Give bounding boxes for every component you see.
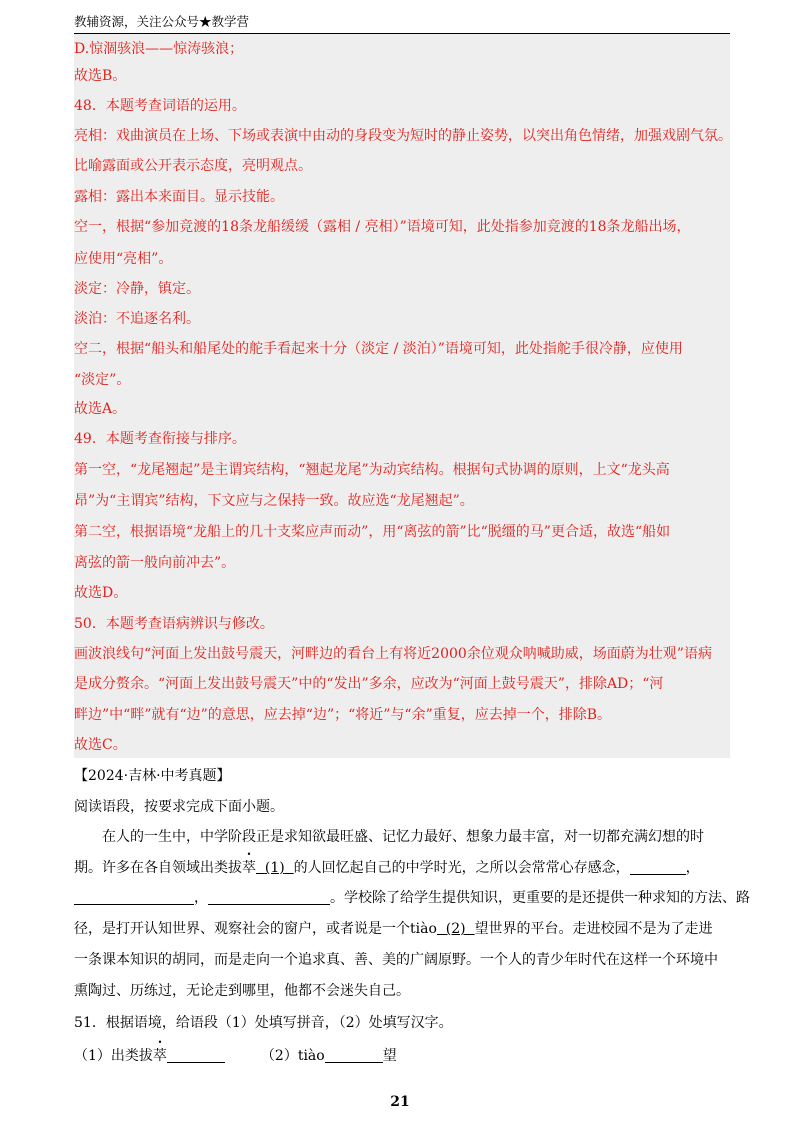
answer-line: 49．本题考查衔接与排序。 — [74, 431, 246, 447]
passage-line: 在人的一生中，中学阶段正是求知欲最旺盛、记忆力最好、想象力最丰富，对一切都充满幻想的时 — [102, 829, 704, 845]
passage-line: 熏陶过、历练过，无论走到哪里，他都不会迷失自己。 — [74, 983, 410, 999]
answer-blank[interactable] — [74, 888, 194, 905]
blank-1: (1) — [264, 860, 285, 876]
passage-text: 径，是打开认知世界、观察社会的窗户，或者说是一个tiào — [74, 921, 437, 937]
passage-line — [74, 918, 730, 940]
question-51: 51．根据语境，给语段（1）处填写拼音，（2）处填写汉字。 — [74, 1015, 453, 1031]
answer-line: 昂”为“主谓宾”结构，下文应与之保持一致。故应选“龙尾翘起”。 — [74, 493, 474, 509]
passage-text: 的人回忆起自己的中学时光，之所以会常常心存感念， — [293, 860, 630, 876]
answer-line: 淡定：冷静，镇定。 — [74, 281, 200, 297]
passage-text: 望世界的平台。走进校园不是为了走进 — [474, 921, 713, 937]
answer-blank-1[interactable] — [167, 1046, 225, 1063]
exam-source-tag: 【2024·吉林·中考真题】 — [74, 768, 231, 784]
question-51-answers: （1）出类拔萃 （2）tiào 望 — [74, 1048, 397, 1064]
answer-line: 画波浪线句“河面上发出鼓号震天，河畔边的看台上有将近2000余位观众呐喊助威，场面蔚为壮观”语病 — [74, 646, 712, 662]
answer-line: 离弦的箭一般向前冲去”。 — [74, 555, 236, 571]
answer-line: D.惊涸骇浪——惊涛骇浪； — [74, 41, 244, 57]
answer-blank[interactable] — [208, 888, 330, 905]
answer-line: 露相：露出本来面目。显示技能。 — [74, 189, 284, 205]
passage-text: 期。许多在各自领域出类拔 — [74, 860, 242, 876]
reading-instruction: 阅读语段，按要求完成下面小题。 — [74, 799, 284, 815]
answer-line: 空一，根据“参加竞渡的18条龙船缓缓（露相 / 亮相）”语境可知，此处指参加竞渡的18条龙船出场， — [74, 219, 691, 235]
answer-line: 故选C。 — [74, 737, 127, 753]
answer-blank[interactable] — [630, 858, 686, 875]
page-header: 教辅资源，关注公众号★教学营 — [74, 12, 730, 34]
answer-line: 第一空，“龙尾翘起”是主谓宾结构，“翘起龙尾”为动宾结构。根据句式协调的原则，上文“龙头高 — [74, 462, 670, 478]
passage-line: 一条课本知识的胡同，而是走向一个追求真、善、美的广阔原野。一个人的青少年时代在这样一个环境中 — [74, 952, 718, 968]
passage-text: 。学校除了给学生提供知识，更重要的是还提供一种求知的方法、路 — [330, 890, 750, 906]
blank-2: (2) — [445, 921, 466, 937]
answer-line: 是成分赘余。“河面上发出鼓号震天”中的“发出”多余，应改为“河面上鼓号震天”，排除AD；“河 — [74, 676, 664, 692]
answer-line: 空二，根据“船头和船尾处的舵手看起来十分（淡定 / 淡泊）”语境可知，此处指舵手很冷静，应使用 — [74, 341, 683, 357]
passage-line: ， 。学校除了给学生提供知识，更重要的是还提供一种求知的方法、路 — [74, 887, 730, 909]
answer-line: 第二空，根据语境“龙船上的几十支桨应声而动”，用“离弦的箭”比“脱缰的马”更合适，故选“船如 — [74, 524, 671, 540]
answer-line: 故选D。 — [74, 585, 128, 601]
answer-blank-2[interactable] — [325, 1046, 383, 1063]
answer-line: 50．本题考查语病辨识与修改。 — [74, 616, 274, 632]
passage-line: 期。许多在各自领域出类拔萃 (1) 的人回忆起自己的中学时光，之所以会常常心存感念， ， — [74, 860, 700, 876]
answer-line: 比喻露面或公开表示态度，亮明观点。 — [74, 158, 312, 174]
emphasis-dot-char: 萃 — [242, 860, 256, 876]
emphasis-dot-char: 萃 — [152, 1048, 167, 1064]
answer-line: “淡定”。 — [74, 372, 131, 388]
answer-line: 畔边”中“畔”就有“边”的意思，应去掉“边”；“将近”与“余”重复，应去掉一个，排除B。 — [74, 707, 612, 723]
answer-line: 应使用“亮相”。 — [74, 251, 173, 267]
page-number: 21 — [390, 1094, 410, 1110]
answer-line: 故选B。 — [74, 68, 127, 84]
answer-line: 亮相：戏曲演员在上场、下场或表演中由动的身段变为短时的静止姿势，以突出角色情绪，加强戏剧气氛。 — [74, 128, 732, 144]
answer-line: 淡泊：不追逐名利。 — [74, 311, 200, 327]
answer-line: 48．本题考查词语的运用。 — [74, 98, 246, 114]
answer-line: 故选A。 — [74, 401, 127, 417]
